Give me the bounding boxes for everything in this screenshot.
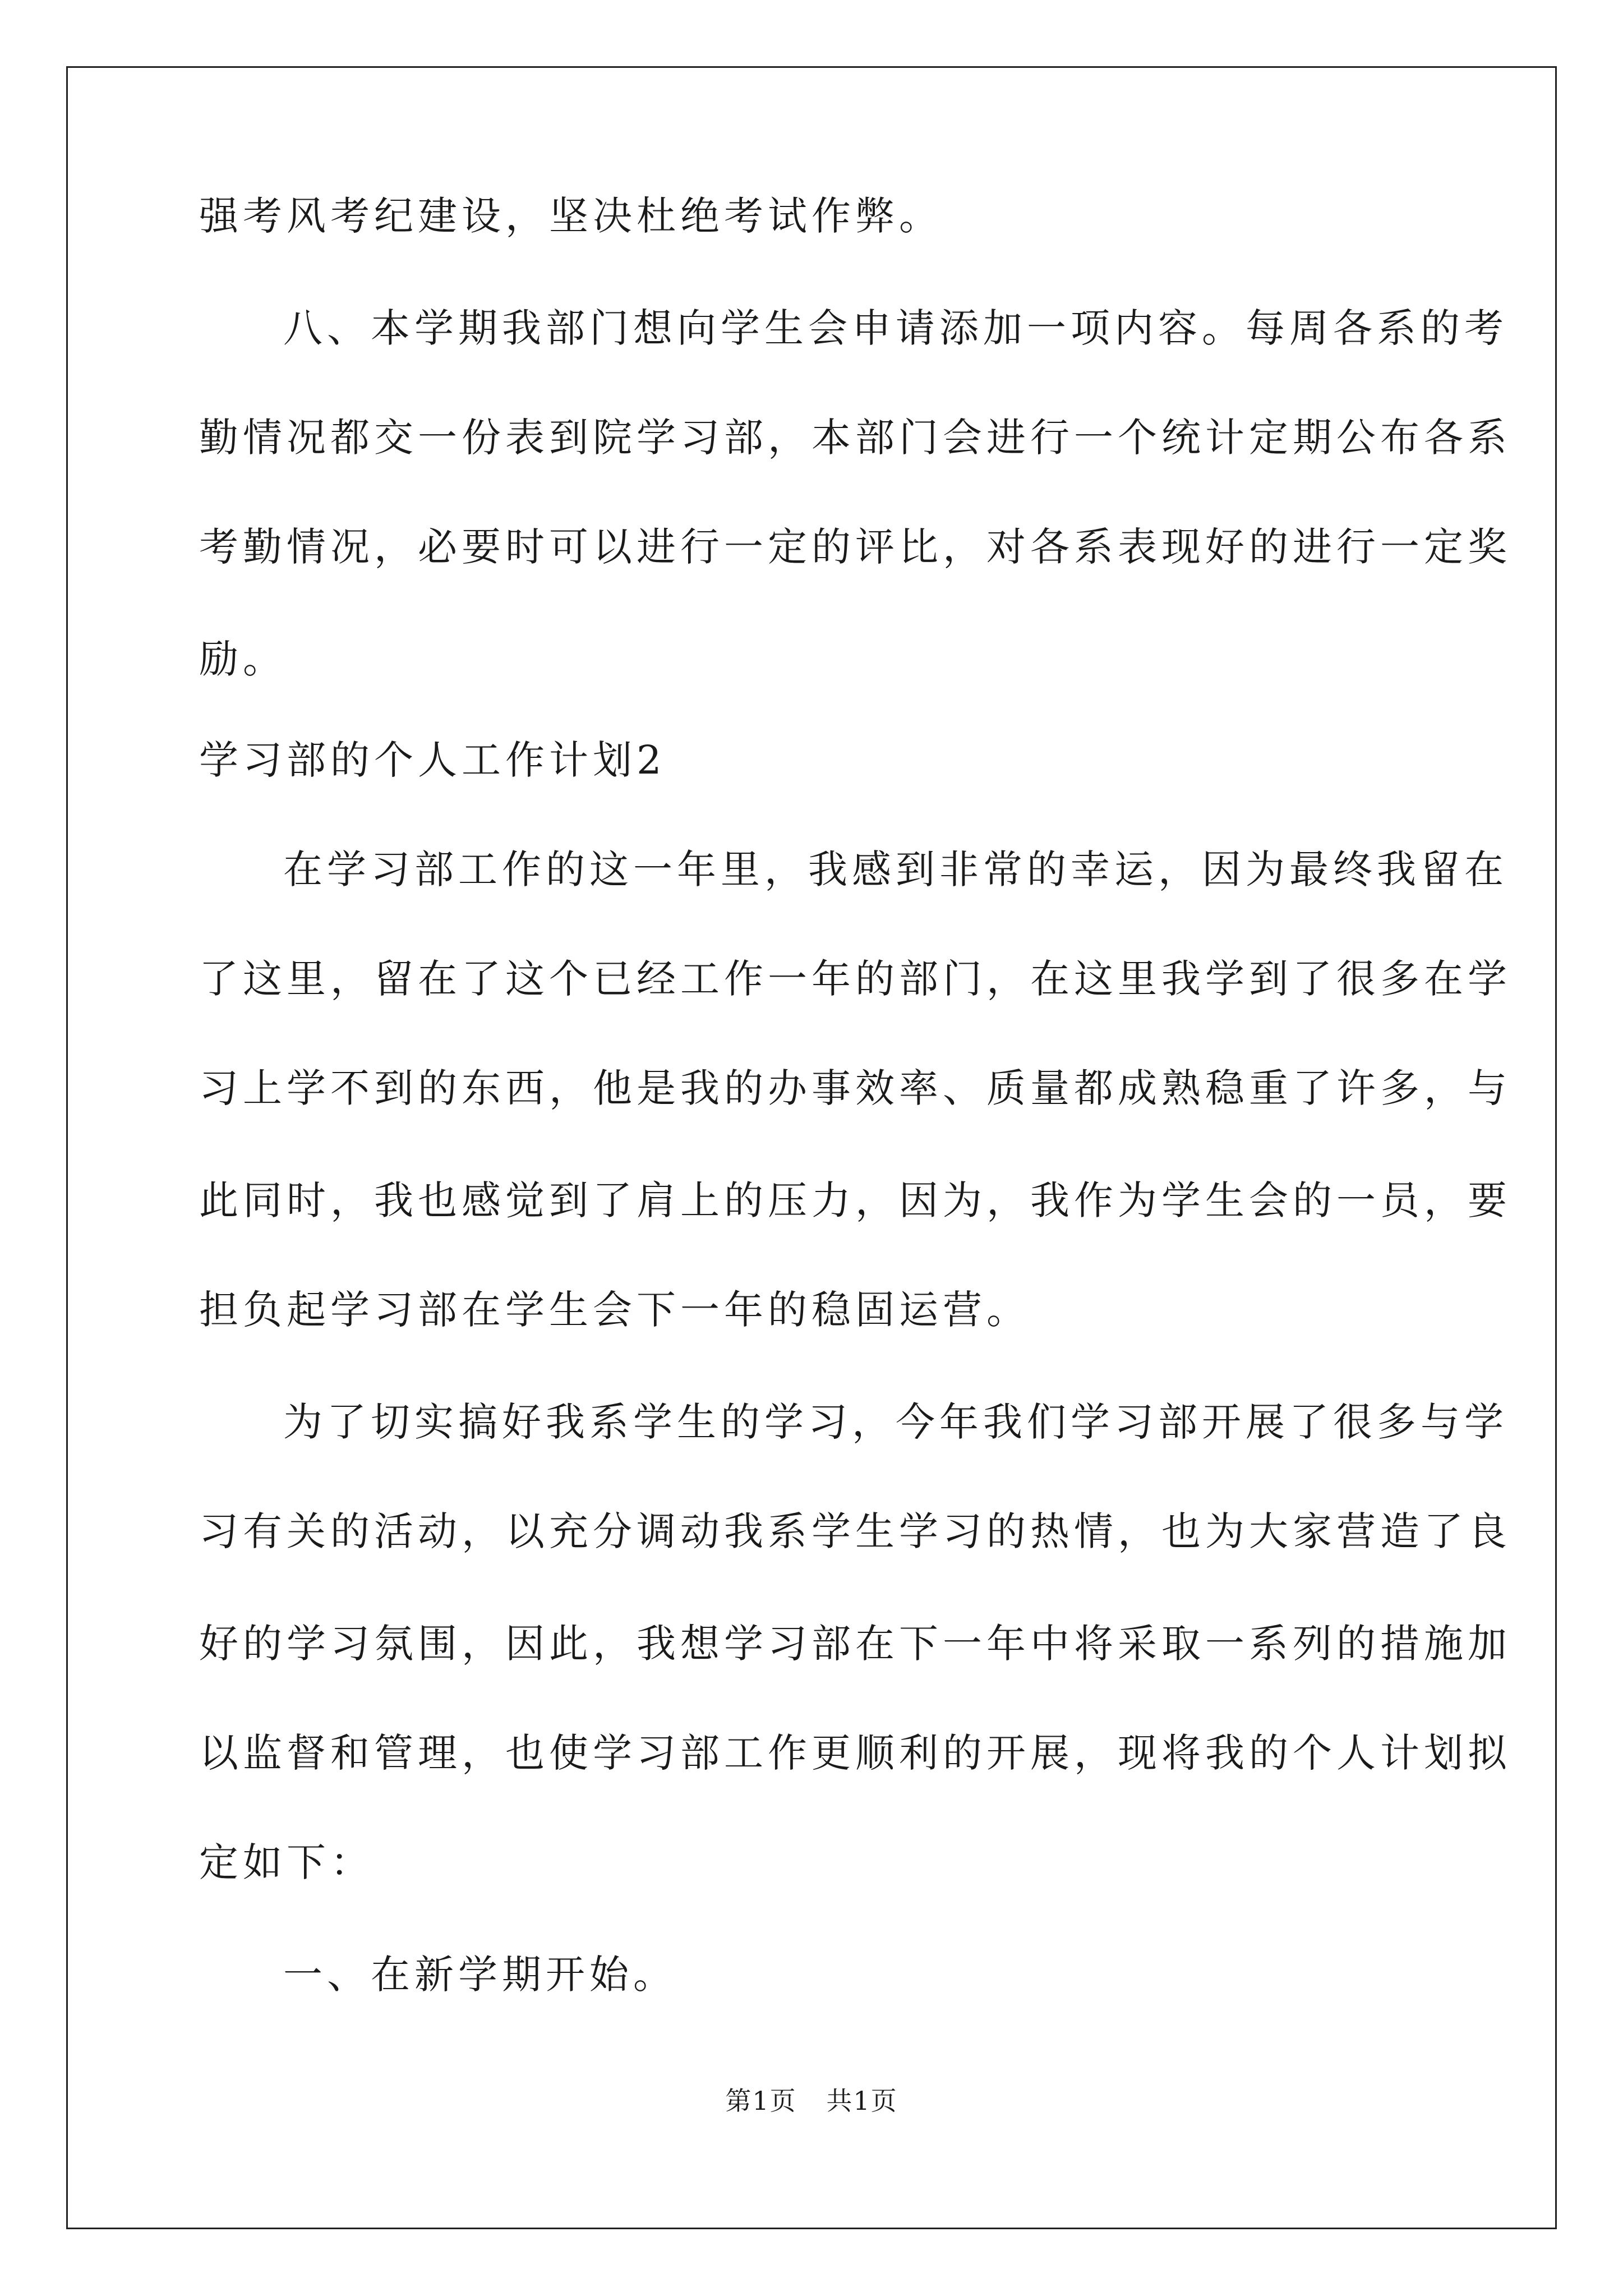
text-line: 强考风考纪建设，坚决杜绝考试作弊。	[199, 193, 943, 239]
section-heading: 学习部的个人工作计划2	[199, 737, 666, 783]
page-border	[66, 66, 1557, 2229]
page-total: 共1页	[826, 2086, 898, 2116]
text-line: 定如下：	[199, 1839, 374, 1885]
text-line: 好的学习氛围，因此，我想学习部在下一年中将采取一系列的措施加	[199, 1621, 1511, 1667]
text-line: 励。	[199, 636, 287, 682]
text-line: 了这里，留在了这个已经工作一年的部门，在这里我学到了很多在学	[199, 956, 1511, 1002]
text-line: 考勤情况，必要时可以进行一定的评比，对各系表现好的进行一定奖	[199, 524, 1511, 570]
page-number: 第1页	[725, 2086, 797, 2116]
text-line: 此同时，我也感觉到了肩上的压力，因为，我作为学生会的一员，要	[199, 1177, 1511, 1223]
text-line: 勤情况都交一份表到院学习部，本部门会进行一个统计定期公布各系	[199, 415, 1511, 461]
text-line: 担负起学习部在学生会下一年的稳固运营。	[199, 1287, 1030, 1333]
text-line: 在学习部工作的这一年里，我感到非常的幸运，因为最终我留在	[283, 846, 1508, 892]
text-line: 一、在新学期开始。	[283, 1952, 677, 1998]
text-line: 以监督和管理，也使学习部工作更顺利的开展，现将我的个人计划拟	[199, 1730, 1511, 1776]
text-line: 为了切实搞好我系学生的学习，今年我们学习部开展了很多与学	[283, 1399, 1508, 1445]
text-line: 八、本学期我部门想向学生会申请添加一项内容。每周各系的考	[283, 305, 1508, 351]
text-line: 习上学不到的东西，他是我的办事效率、质量都成熟稳重了许多，与	[199, 1065, 1511, 1111]
page-footer	[0, 2084, 1623, 2118]
text-line: 习有关的活动，以充分调动我系学生学习的热情，也为大家营造了良	[199, 1508, 1511, 1554]
